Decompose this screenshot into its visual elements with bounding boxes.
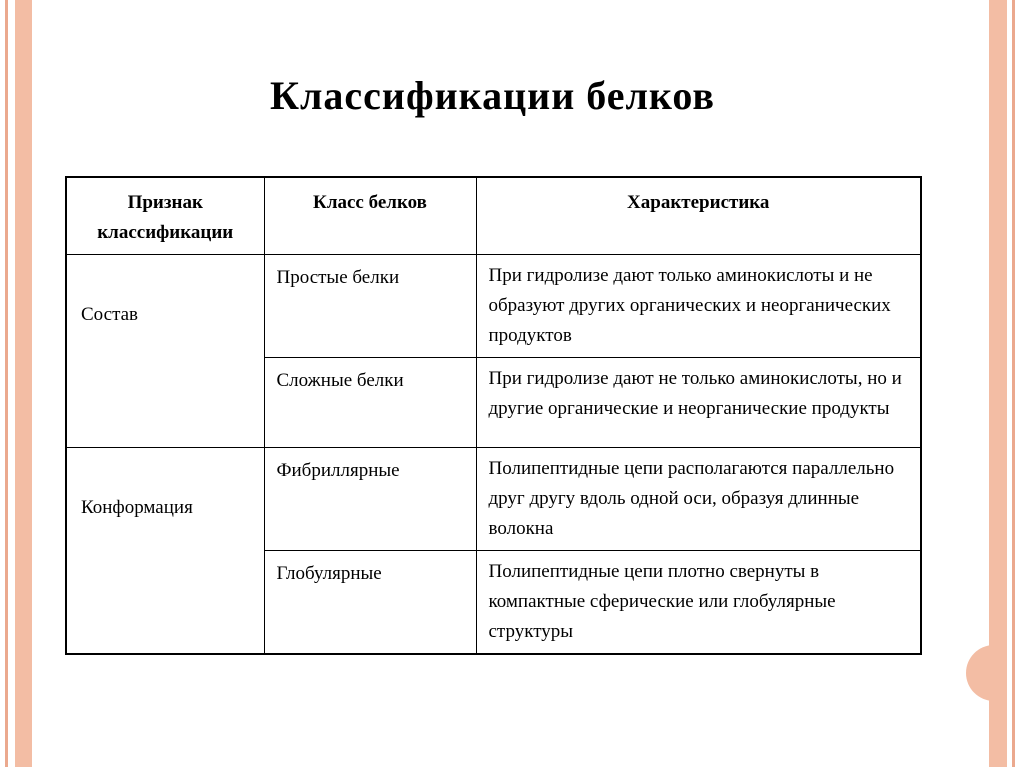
class-cell-globulyarnye: Глобулярные bbox=[264, 551, 476, 655]
class-cell-slozhnye: Сложные белки bbox=[264, 358, 476, 448]
left-accent-stripe bbox=[15, 0, 32, 767]
header-characteristic: Характеристика bbox=[476, 177, 921, 255]
characteristic-cell-slozhnye: При гидролизе дают не только аминокислоты, но и другие органические и неорганические продукты bbox=[476, 358, 921, 448]
characteristic-cell-fibrillyarnye: Полипептидные цепи располагаются параллельно друг другу вдоль одной оси, образуя длинные волокна bbox=[476, 448, 921, 551]
slide-title: Классификации белков bbox=[269, 73, 716, 118]
protein-classification-table bbox=[65, 176, 922, 655]
class-cell-prostye: Простые белки bbox=[264, 255, 476, 358]
header-class: Класс белков bbox=[264, 177, 476, 255]
characteristic-cell-prostye: При гидролизе дают только аминокислоты и не образуют других органических и неорганических продуктов bbox=[476, 255, 921, 358]
right-accent-line bbox=[1012, 0, 1015, 767]
header-criterion: Признак классификации bbox=[66, 177, 264, 255]
criterion-cell-sostav: Состав bbox=[66, 255, 264, 448]
class-cell-fibrillyarnye: Фибриллярные bbox=[264, 448, 476, 551]
right-side-tab bbox=[966, 645, 998, 701]
left-accent-line bbox=[5, 0, 8, 767]
table-header-row bbox=[66, 177, 921, 255]
characteristic-cell-globulyarnye: Полипептидные цепи плотно свернуты в компактные сферические или глобулярные структуры bbox=[476, 551, 921, 655]
table-row bbox=[66, 448, 921, 551]
table-row bbox=[66, 255, 921, 358]
criterion-cell-konformaciya: Конформация bbox=[66, 448, 264, 655]
